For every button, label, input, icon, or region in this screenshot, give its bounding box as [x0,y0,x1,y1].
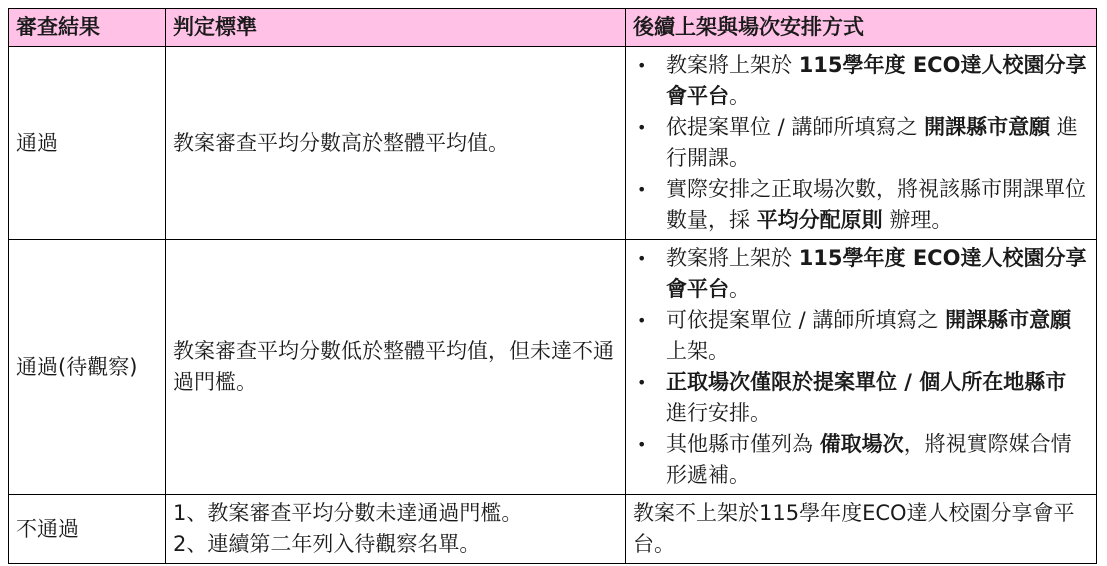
item-text: 辦理。 [882,208,953,232]
item-text: 。 [729,277,750,301]
item-text: 。 [729,84,750,108]
result-cell: 通過(待觀察) [9,240,166,495]
bullet-icon: • [637,118,647,137]
item-text: 上架。 [666,339,729,363]
item-text: 實際安排之正取場次數，將視該縣市開課單位數量，採 [666,177,1086,232]
bullet-icon: • [637,249,647,268]
criteria-line: 2、連續第二年列入待觀察名單。 [173,532,481,556]
bullet-icon: • [637,435,647,454]
review-results-table [8,8,1097,564]
result-cell: 通過 [9,47,166,240]
criteria-cell: 教案審查平均分數低於整體平均值，但未達不通過門檻。 [166,240,626,495]
arrangement-item [633,429,1089,491]
emphasis-text: 備取場次 [819,432,904,456]
criteria-line: 1、教案審查平均分數未達通過門檻。 [173,501,523,525]
item-text: 教案將上架於 [666,246,799,270]
emphasis-text: 開課縣市意願 [924,115,1051,139]
header-result: 審查結果 [9,9,166,47]
arrangement-item [633,50,1089,112]
table-row [9,47,1097,240]
item-text: 教案將上架於 [666,53,799,77]
arrangement-item [633,367,1089,429]
emphasis-text: 115學年度 ECO達人校園分享會平台 [666,53,1087,108]
bullet-icon: • [637,373,647,392]
arrangement-item [633,174,1089,236]
arrangement-cell [626,47,1097,240]
item-text: 可依提案單位 / 講師所填寫之 [666,308,946,332]
arrangement-list [633,50,1089,236]
result-cell: 不通過 [9,495,166,564]
item-text: 進行開課。 [666,115,1078,170]
bullet-icon: • [637,180,647,199]
criteria-cell [166,495,626,564]
emphasis-text: 平均分配原則 [756,208,883,232]
emphasis-text: 開課縣市意願 [945,308,1072,332]
bullet-icon: • [637,311,647,330]
arrangement-item [633,305,1089,367]
arrangement-item [633,112,1089,174]
criteria-cell: 教案審查平均分數高於整體平均值。 [166,47,626,240]
header-arrangement: 後續上架與場次安排方式 [626,9,1097,47]
table-row [9,240,1097,495]
emphasis-text: 正取場次僅限於提案單位 / 個人所在地縣市 [666,370,1067,394]
emphasis-text: 115學年度 ECO達人校園分享會平台 [666,246,1087,301]
arrangement-item [633,243,1089,305]
item-text: 進行安排。 [666,401,771,425]
header-row [9,9,1097,47]
arrangement-cell [626,240,1097,495]
item-text: 依提案單位 / 講師所填寫之 [666,115,925,139]
header-criteria: 判定標準 [166,9,626,47]
item-text: ，將視實際媒合情形遞補。 [666,432,1072,487]
item-text: 其他縣市僅列為 [666,432,820,456]
arrangement-cell: 教案不上架於115學年度ECO達人校園分享會平台。 [626,495,1097,564]
table-row [9,495,1097,564]
arrangement-list [633,243,1089,491]
bullet-icon: • [637,56,647,75]
